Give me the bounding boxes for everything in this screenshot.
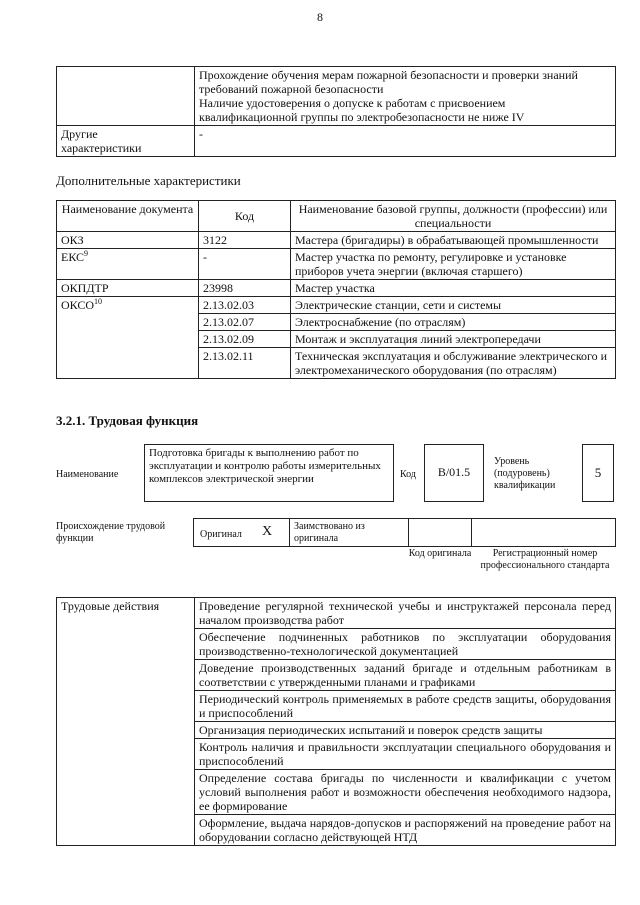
requirement-line: квалификационной группы по электробезопасности не ниже IV <box>199 110 525 124</box>
column-header: Наименование базовой группы, должности (профессии) или специальности <box>291 201 616 232</box>
original-box <box>193 518 290 547</box>
code-cell: - <box>199 249 291 280</box>
table-cell <box>195 67 616 126</box>
page-number: 8 <box>317 10 323 24</box>
doc-cell <box>57 297 199 379</box>
origin-code-box <box>408 518 472 547</box>
requirement-line: Наличие удостоверения о допуске к работам с присвоением <box>199 96 506 110</box>
code-cell: 2.13.02.07 <box>199 314 291 331</box>
code-cell: 3122 <box>199 232 291 249</box>
reg-number-caption: Регистрационный номер профессионального стандарта <box>480 548 610 571</box>
column-header: Код <box>199 201 291 232</box>
doc-name: ОКЗ <box>61 233 84 247</box>
extra-characteristics-table <box>56 200 616 379</box>
origin-code-caption: Код оригинала <box>408 548 472 559</box>
name-cell: Мастер участка по ремонту, регулировке и установке приборов учета энергии (включая старшего) <box>291 249 616 280</box>
action-item: Организация периодических испытаний и поверок средств защиты <box>195 722 616 739</box>
table-row <box>57 297 616 314</box>
code-cell: 2.13.02.11 <box>199 348 291 379</box>
label-line: характеристики <box>61 141 142 155</box>
table-row <box>57 232 616 249</box>
label-line: Другие <box>61 127 98 141</box>
requirements-table <box>56 66 616 157</box>
doc-name: ОКПДТР <box>61 281 109 295</box>
code-cell: 2.13.02.09 <box>199 331 291 348</box>
requirement-line: Прохождение обучения мерам пожарной безопасности и проверки знаний <box>199 68 578 82</box>
table-cell <box>57 67 195 126</box>
table-row <box>57 598 616 629</box>
doc-cell <box>57 280 199 297</box>
table-row <box>57 280 616 297</box>
footnote-mark: 9 <box>84 249 89 258</box>
qualification-level-label: Уровень (подуровень) квалификации <box>494 456 556 491</box>
action-item: Обеспечение подчиненных работников по эксплуатации оборудования производственно-технологической документацией <box>195 629 616 660</box>
action-item: Проведение регулярной технической учебы и инструктажей персонала перед началом производства работ <box>195 598 616 629</box>
labor-actions-label: Трудовые действия <box>57 598 195 846</box>
original-label: Оригинал <box>200 529 242 540</box>
function-code-box: B/01.5 <box>424 444 484 502</box>
doc-name: ЕКС <box>61 250 85 264</box>
labor-function-title: 3.2.1. Трудовая функция <box>56 413 199 428</box>
borrowed-box: Заимствовано из оригинала <box>289 518 409 547</box>
origin-label: Происхождение трудовой функции <box>56 521 166 544</box>
function-name-box: Подготовка бригады к выполнению работ по эксплуатации и контролю работы измерительных комплексов электрической энергии <box>144 444 394 502</box>
code-cell: 23998 <box>199 280 291 297</box>
name-cell: Мастера (бригадиры) в обрабатывающей промышленности <box>291 232 616 249</box>
action-item: Определение состава бригады по численности и квалификации с учетом условий выполнения работ и возможности обеспечения необходимого надзора, ее формирование <box>195 770 616 815</box>
action-item: Периодический контроль применяемых в работе средств защиты, оборудования и приспособлений <box>195 691 616 722</box>
name-cell: Техническая эксплуатация и обслуживание электрического и электромеханического оборудования (по отраслям) <box>291 348 616 379</box>
name-cell: Монтаж и эксплуатация линий электропередачи <box>291 331 616 348</box>
labor-actions-table <box>56 597 616 846</box>
doc-cell <box>57 232 199 249</box>
table-header-row <box>57 201 616 232</box>
requirement-line: требований пожарной безопасности <box>199 82 384 96</box>
table-row <box>57 67 616 126</box>
footnote-mark: 10 <box>94 297 103 306</box>
original-mark: X <box>262 524 273 539</box>
qualification-level-box: 5 <box>582 444 614 502</box>
code-label: Код <box>400 469 416 480</box>
name-cell: Электроснабжение (по отраслям) <box>291 314 616 331</box>
other-characteristics-label <box>57 126 195 157</box>
other-characteristics-value: - <box>195 126 616 157</box>
code-cell: 2.13.02.03 <box>199 297 291 314</box>
table-row <box>57 249 616 280</box>
column-header: Наименование документа <box>57 201 199 232</box>
reg-number-box <box>471 518 616 547</box>
doc-cell <box>57 249 199 280</box>
extra-characteristics-title: Дополнительные характеристики <box>56 173 241 188</box>
doc-name: ОКСО <box>61 298 95 312</box>
table-row <box>57 126 616 157</box>
name-cell: Мастер участка <box>291 280 616 297</box>
name-cell: Электрические станции, сети и системы <box>291 297 616 314</box>
action-item: Доведение производственных заданий бригаде и отдельным работникам в соответствии с утвержденными планами и графиками <box>195 660 616 691</box>
action-item: Контроль наличия и правильности эксплуатации специального оборудования и приспособлений <box>195 739 616 770</box>
name-label: Наименование <box>56 469 119 480</box>
action-item: Оформление, выдача нарядов-допусков и распоряжений на проведение работ на оборудовании согласно действующей НТД <box>195 815 616 846</box>
